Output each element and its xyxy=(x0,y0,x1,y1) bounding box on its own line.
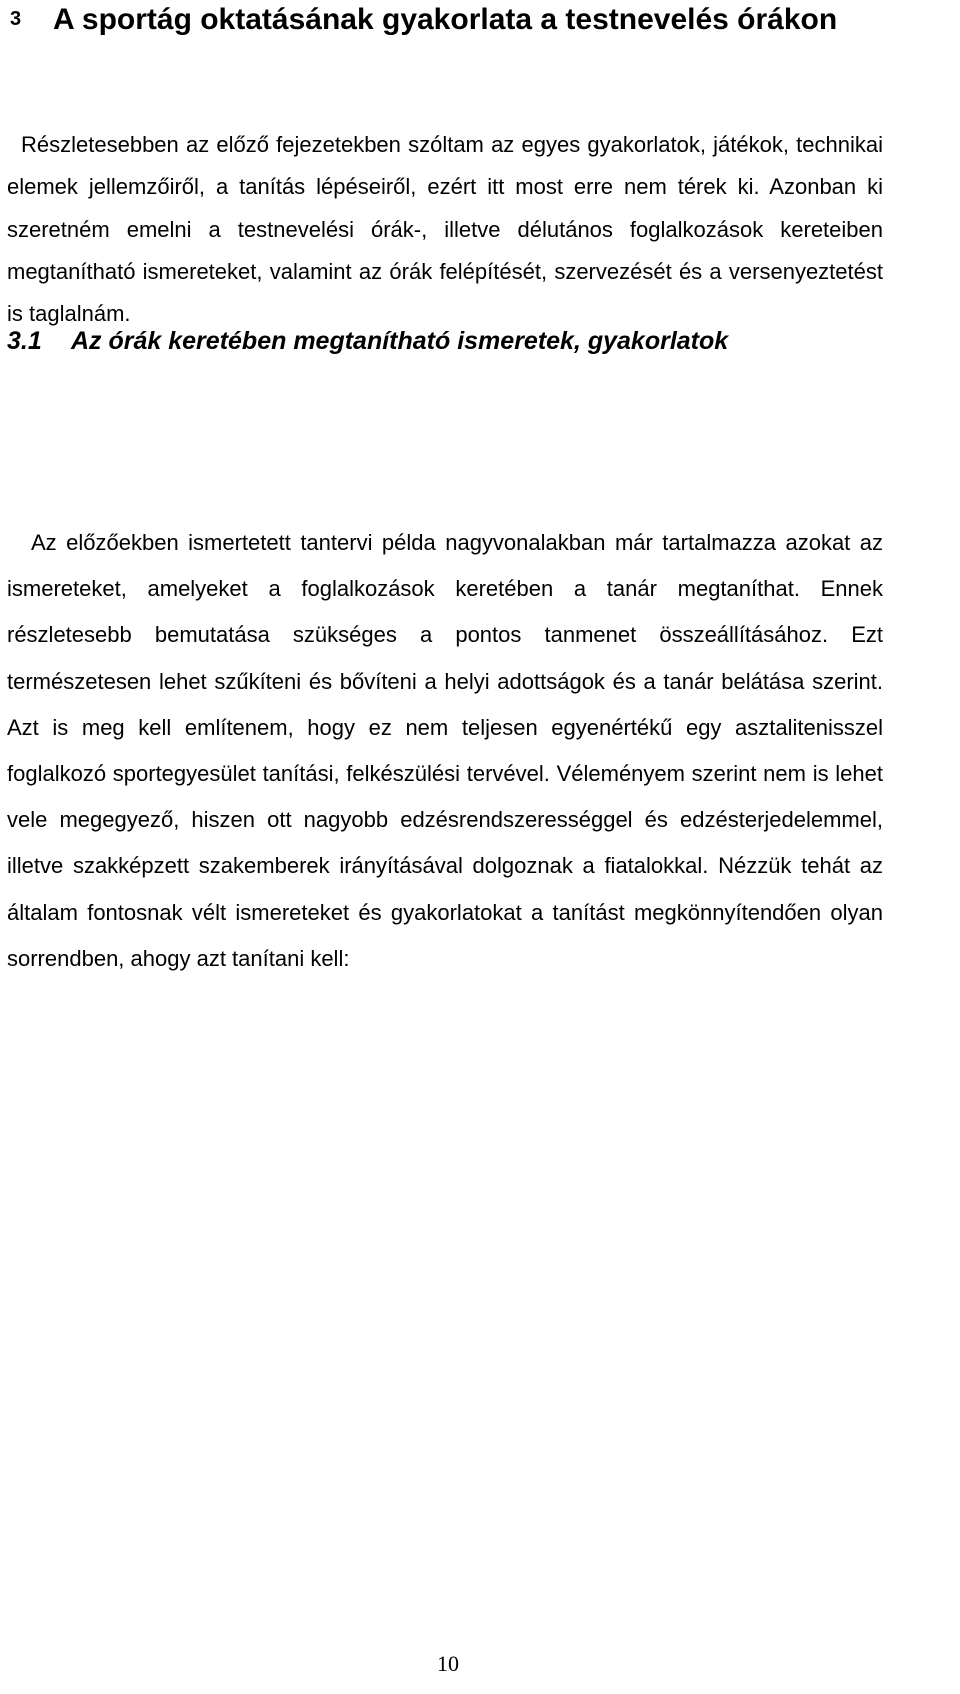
chapter-title: A sportág oktatásának gyakorlata a testnevelés órákon xyxy=(53,3,838,36)
intro-paragraph: Részletesebben az előző fejezetekben szóltam az egyes gyakorlatok, játékok, technikai elemek jellemzőiről, a tanítás lépéseiről, ezért itt most erre nem térek ki. Azonban ki szeretném emelni a testnevelési órák-, illetve délutános foglalkozások kereteiben megtanítható ismereteket, valamint az órák felépítését, szervezését és a versenyeztetést is taglalnám. xyxy=(7,132,883,327)
chapter-heading xyxy=(10,0,930,39)
section-title: Az órák keretében megtanítható ismeretek, gyakorlatok xyxy=(71,327,729,355)
body-paragraph: Az előzőekben ismertetett tantervi példa nagyvonalakban már tartalmazza azokat az ismereteket, amelyeket a foglalkozások keretében a tanár megtaníthat. Ennek részletesebb bemutatása szükséges a pontos tanmenet összeállításához. Ezt természetesen lehet szűkíteni és bővíteni a helyi adottságok és a tanár belátása szerint. Azt is meg kell említenem, hogy ez nem teljesen egyenértékű egy asztalitenisszel foglalkozó sportegyesület tanítási, felkészülési tervével. Véleményem szerint nem is lehet vele megegyező, hiszen ott nagyobb edzésrendszerességgel és edzésterjedelemmel, illetve szakképzett szakemberek irányításával dolgoznak a fiatalokkal. Nézzük tehát az általam fontosnak vélt ismereteket és gyakorlatokat a tanítást megkönnyítendően olyan sorrendben, ahogy azt tanítani kell: xyxy=(7,530,883,971)
page-number: 10 xyxy=(437,1651,459,1676)
chapter-number: 3 xyxy=(10,8,22,30)
section-number: 3.1 xyxy=(7,327,42,355)
section-heading xyxy=(7,324,897,358)
